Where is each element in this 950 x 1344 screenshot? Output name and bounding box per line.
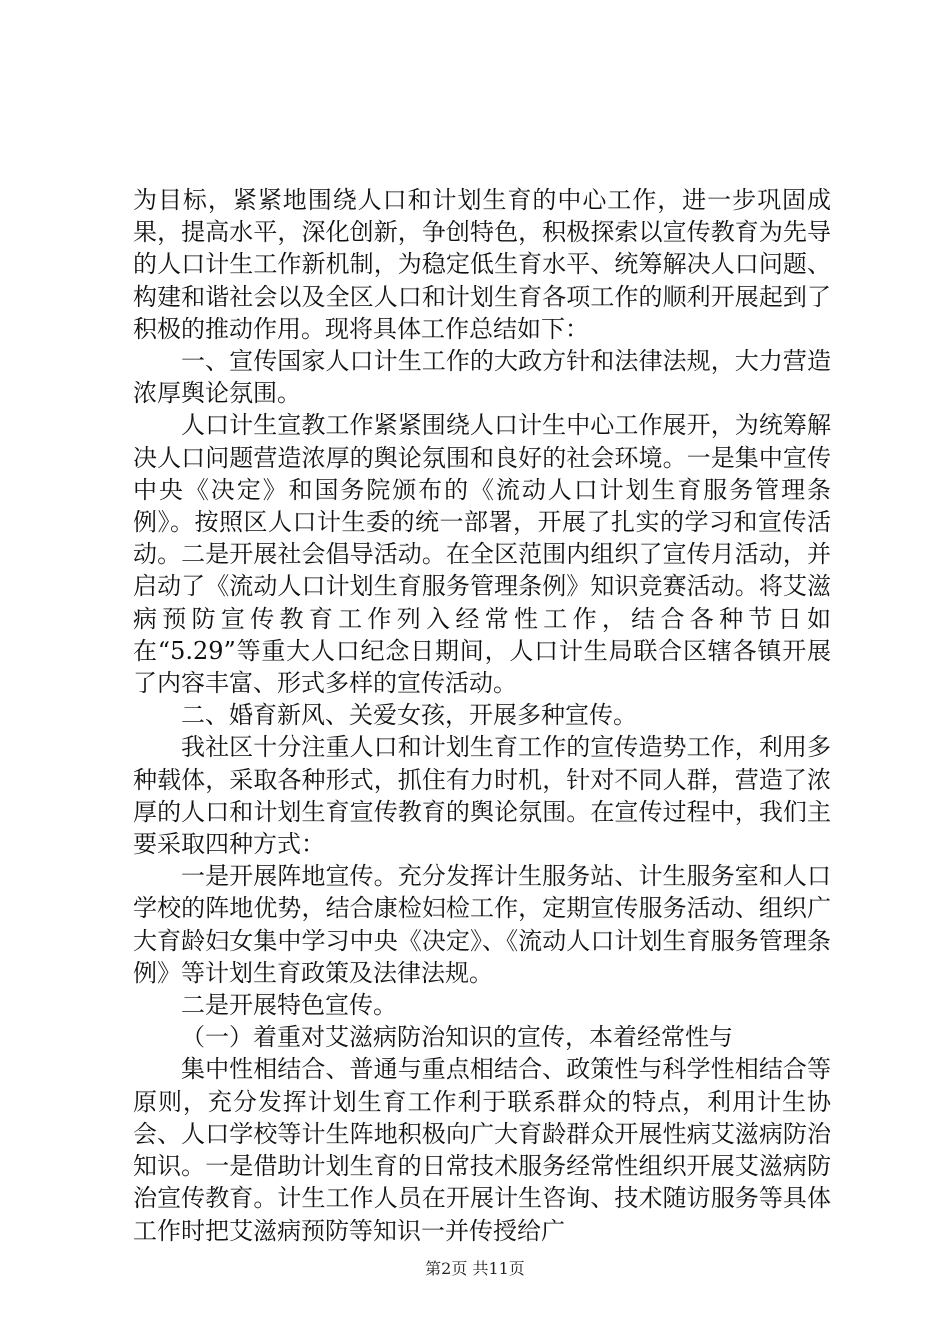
document-body (133, 184, 831, 1247)
paragraph-section-1: 人口计生宣教工作紧紧围绕人口计生中心工作展开，为统筹解决人口问题营造浓厚的舆论氛围和良好的社会环境。一是集中宣传中央《决定》和国务院颁布的《流动人口计划生育服务管理条例》。按照区人口计生委的统一部署，开展了扎实的学习和宣传活动。二是开展社会倡导活动。在全区范围内组织了宣传月活动，并启动了《流动人口计划生育服务管理条例》知识竞赛活动。将艾滋病预防宣传教育工作列入经常性工作，结合各种节日如在“5.29”等重大人口纪念日期间，人口计生局联合区辖各镇开展了内容丰富、形式多样的宣传活动。 (133, 411, 831, 698)
page-number: 第2页 共11页 (425, 1259, 525, 1278)
paragraph-method-1: 一是开展阵地宣传。充分发挥计生服务站、计生服务室和人口学校的阵地优势，结合康检妇检工作，定期宣传服务活动、组织广大育龄妇女集中学习中央《决定》、《流动人口计划生育服务管理条例》等计划生育政策及法律法规。 (133, 862, 831, 987)
section-heading-2: 二、婚育新风、关爱女孩，开展多种宣传。 (181, 701, 637, 730)
subsection-heading-1: （一）着重对艾滋病防治知识的宣传，本着经常性与 (181, 1023, 733, 1052)
paragraph-method-2: 二是开展特色宣传。 (181, 991, 397, 1020)
section-heading-1: 一、宣传国家人口计生工作的大政方针和法律法规，大力营造浓厚舆论氛围。 (133, 347, 831, 408)
paragraph-section-2: 我社区十分注重人口和计划生育工作的宣传造势工作，利用多种载体，采取各种形式，抓住有力时机，针对不同人群，营造了浓厚的人口和计划生育宣传教育的舆论氛围。在宣传过程中，我们主要采取四种方式： (133, 733, 831, 859)
paragraph-intro: 为目标，紧紧地围绕人口和计划生育的中心工作，进一步巩固成果，提高水平，深化创新，争创特色，积极探索以宣传教育为先导的人口计生工作新机制，为稳定低生育水平、统筹解决人口问题、构建和谐社会以及全区人口和计划生育各项工作的顺利开展起到了积极的推动作用。现将具体工作总结如下： (133, 186, 831, 343)
paragraph-subsection-1: 集中性相结合、普通与重点相结合、政策性与科学性相结合等原则，充分发挥计划生育工作利于联系群众的特点，利用计生协会、人口学校等计生阵地积极向广大育龄群众开展性病艾滋病防治知识。一是借助计划生育的日常技术服务经常性组织开展艾滋病防治宣传教育。计生工作人员在开展计生咨询、技术随访服务等具体工作时把艾滋病预防等知识一并传授给广 (133, 1055, 831, 1245)
